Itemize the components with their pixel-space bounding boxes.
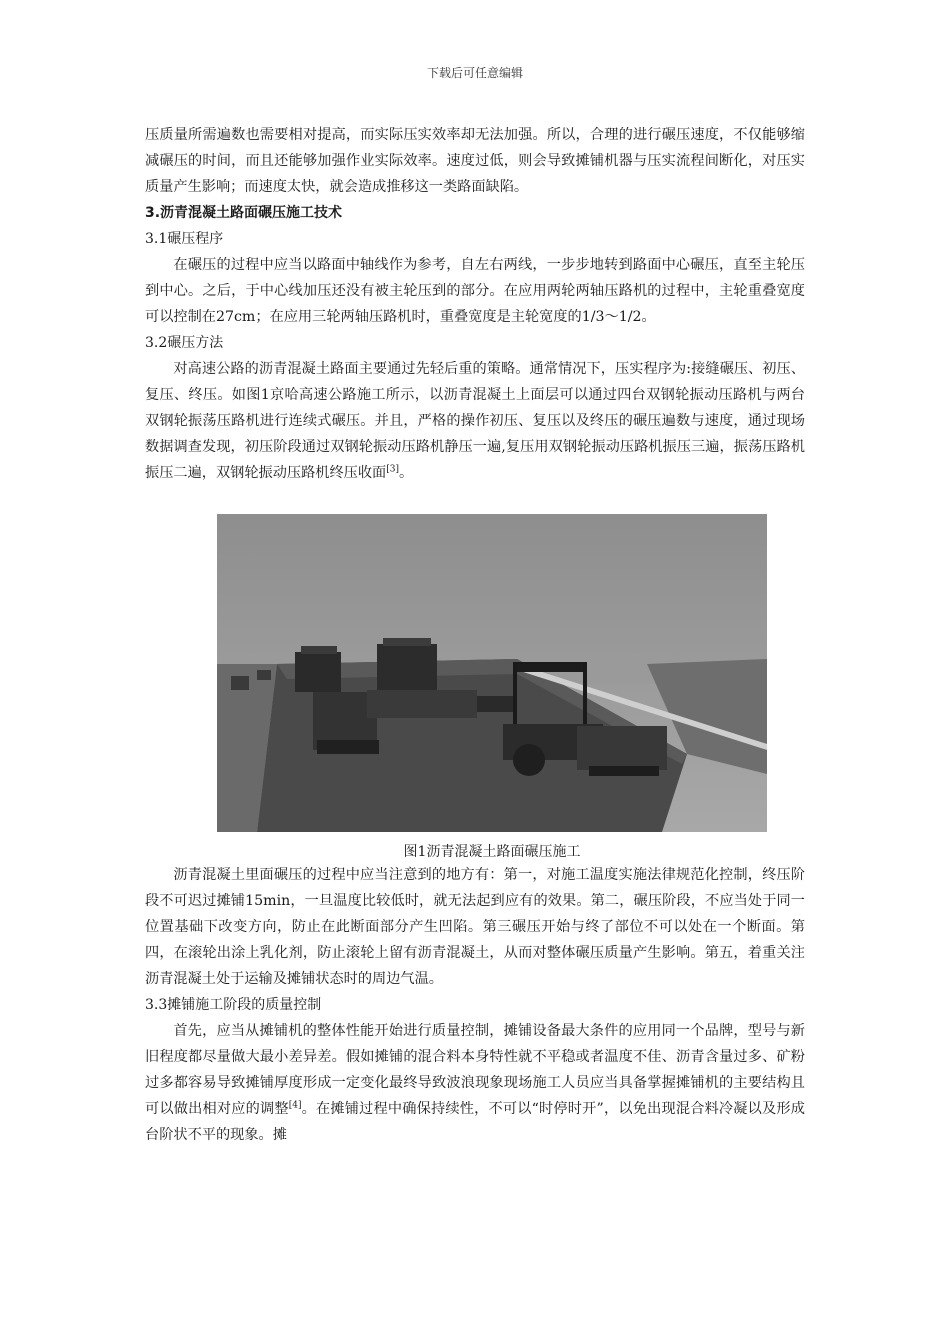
section-3-1-heading: 3.1碾压程序 [145, 231, 224, 247]
section-3-2-heading: 3.2碾压方法 [145, 335, 224, 351]
section-3-3-text: 首先，应当从摊铺机的整体性能开始进行质量控制，摊铺设备最大条件的应用同一个品牌，型号与新旧程度都尽量做大最小差异差。假如摊铺的混合料本身特性就不平稳或者温度不佳、沥青含量过多、矿粉过多都容易导致摊铺厚度形成一定变化最终导致波浪现象现场施工人员应当具备掌握摊铺机的主要结构且可以做出相对应的调整 [145, 1023, 805, 1117]
intro-paragraph: 压质量所需遍数也需要相对提高，而实际压实效率却无法加强。所以，合理的进行碾压速度，不仅能够缩减碾压的时间，而且还能够加强作业实际效率。速度过低，则会导致摊铺机器与压实流程间断化，对压实质量产生影响；而速度太快，就会造成推移这一类路面缺陷。 [145, 127, 805, 195]
precautions-paragraph: 沥青混凝土里面碾压的过程中应当注意到的地方有：第一，对施工温度实施法律规范化控制，终压阶段不可迟过摊铺15min，一旦温度比较低时，就无法起到应有的效果。第二，碾压阶段，不应当处于同一位置基础下改变方向，防止在此断面部分产生凹陷。第三碾压开始与终了部位不可以处在一个断面。第四，在滚轮出涂上乳化剂，防止滚轮上留有沥青混凝土，从而对整体碾压质量产生影响。第五，着重关注沥青混凝土处于运输及摊铺状态时的周边气温。 [145, 867, 805, 987]
section-3-2-end: 。 [398, 465, 414, 481]
citation-3: [3] [386, 464, 399, 475]
figure-caption: 图1沥青混凝土路面碾压施工 [403, 844, 581, 860]
section-3-heading: 3.沥青混凝土路面碾压施工技术 [145, 205, 343, 221]
road-roller-photo [217, 514, 767, 832]
section-3-1-paragraph: 在碾压的过程中应当以路面中轴线作为参考，自左右两线，一步步地转到路面中心碾压，直至主轮压到中心。之后，于中心线加压还没有被主轮压到的部分。在应用两轮两轴压路机的过程中，主轮重叠宽度可以控制在27cm；在应用三轮两轴压路机时，重叠宽度是主轮宽度的1/3～1/2。 [145, 257, 805, 325]
section-3-3-heading: 3.3摊铺施工阶段的质量控制 [145, 997, 322, 1013]
section-3-2-paragraph [145, 356, 805, 486]
citation-4: [4] [288, 1100, 302, 1111]
page-header: 下载后可任意编辑 [426, 66, 523, 80]
figure-1 [217, 514, 767, 862]
document-body [145, 122, 805, 1148]
section-3-3-paragraph [145, 1018, 805, 1148]
section-3-3-end: 。在摊铺过程中确保持续性，不可以“时停时开”，以免出现混合料冷凝以及形成台阶状不平的现象。摊 [145, 1101, 805, 1143]
section-3-2-text: 对高速公路的沥青混凝土路面主要通过先轻后重的策略。通常情况下，压实程序为:接缝碾压、初压、复压、终压。如图1京哈高速公路施工所示，以沥青混凝土上面层可以通过四台双钢轮振动压路机与两台双钢轮振荡压路机进行连续式碾压。并且，严格的操作初压、复压以及终压的碾压遍数与速度，通过现场数据调查发现，初压阶段通过双钢轮振动压路机静压一遍,复压用双钢轮振动压路机振压三遍，振荡压路机振压二遍，双钢轮振动压路机终压收面 [145, 361, 805, 481]
